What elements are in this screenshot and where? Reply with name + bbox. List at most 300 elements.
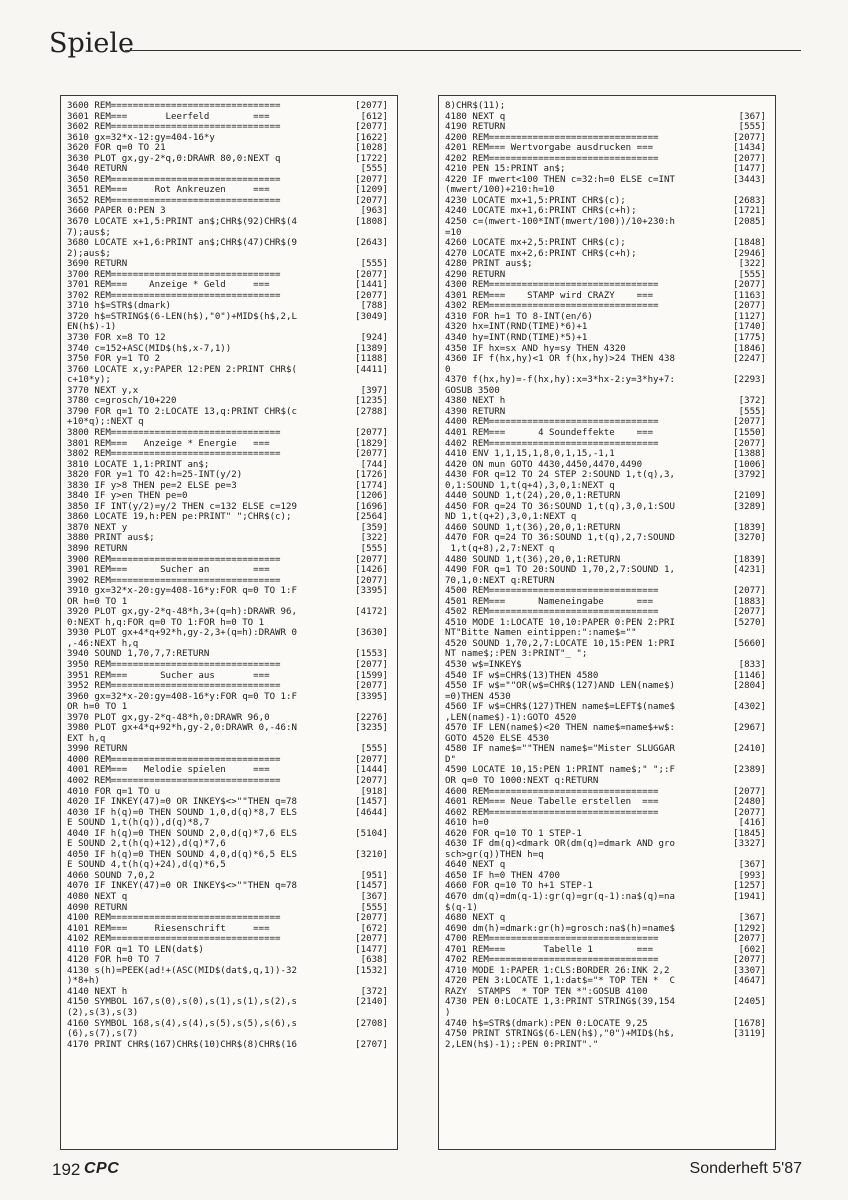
checksum: [4411] [355,364,388,375]
code-line [67,555,392,566]
checksum: [1839] [733,554,766,565]
code-text: $(q-1) [445,902,478,913]
code-line [67,976,392,987]
code-text: 4540 IF w$=CHR$(13)THEN 4580 [445,670,599,681]
checksum: [3792] [733,470,766,481]
code-line [445,839,770,850]
code-text: 4101 REM=== Riesenschrift === [67,923,270,934]
code-line [445,871,770,882]
code-line [67,649,392,660]
code-text: 3670 LOCATE x+1,5:PRINT an$;CHR$(92)CHR$(4 [67,217,297,228]
checksum: [2077] [355,575,388,586]
code-line [67,154,392,165]
page-number: 192 [52,1160,81,1179]
code-line [445,417,770,428]
code-line [67,407,392,418]
code-text: 3651 REM=== Rot Ankreuzen === [67,185,270,196]
code-line [445,903,770,914]
code-line [67,417,392,428]
code-line [67,344,392,355]
code-line [445,101,770,112]
code-text: 4460 SOUND 1,t(36),20,0,1:RETURN [445,522,621,533]
code-text: 4001 REM=== Melodie spielen === [67,765,270,776]
checksum: [1028] [355,143,388,154]
checksum: [1829] [355,438,388,449]
checksum: [2389] [733,765,766,776]
code-line [67,428,392,439]
code-line [445,987,770,998]
checksum: [833] [738,659,766,670]
code-line [445,439,770,450]
checksum: [1434] [733,143,766,154]
checksum: [2564] [355,512,388,523]
code-text: 4140 NEXT h [67,986,128,997]
code-line [67,291,392,302]
code-text: 3740 c=152+ASC(MID$(h$,x-7,1)) [67,343,232,354]
code-line [67,354,392,365]
code-line [445,185,770,196]
code-text: 4660 FOR q=10 TO h+1 STEP-1 [445,881,593,892]
code-line [445,280,770,291]
checksum: [1740] [733,322,766,333]
code-line [67,966,392,977]
checksum: [555] [738,122,766,133]
code-text: 4480 SOUND 1,t(36),20,0,1:RETURN [445,554,621,565]
listing-column-right [438,95,776,1150]
checksum: [1839] [733,522,766,533]
checksum: [1775] [733,333,766,344]
code-line [67,270,392,281]
code-line [445,892,770,903]
code-text: NT name$;:PEN 3:PRINT"_ "; [445,649,588,660]
code-text: 4180 NEXT q [445,111,506,122]
checksum: [2077] [355,290,388,301]
code-line [445,913,770,924]
code-text: 4301 REM=== STAMP wird CRAZY === [445,290,654,301]
code-text: 3660 PAPER 0:PEN 3 [67,206,166,217]
code-line [445,354,770,365]
code-text: 4210 PEN 15:PRINT an$; [445,164,566,175]
code-line [67,396,392,407]
code-line [445,681,770,692]
code-text: OR h=0 TO 1 [67,702,128,713]
code-text: 8)CHR$(11); [445,101,506,111]
code-line [67,460,392,471]
checksum: [1146] [733,670,766,681]
code-text: 3680 LOCATE x+1,6:PRINT an$;CHR$(47)CHR$(9 [67,238,297,249]
code-text: 3760 LOCATE x,y:PAPER 12:PEN 2:PRINT CHR$( [67,364,297,375]
code-line [445,586,770,597]
code-line [445,544,770,555]
code-line [67,101,392,112]
code-text: 4002 REM=============================== [67,776,281,786]
checksum: [918] [360,786,388,797]
checksum: [3443] [733,174,766,185]
code-line [67,744,392,755]
code-text: 4130 s(h)=PEEK(ad!+(ASC(MID$(dat$,q,1))-32 [67,965,297,976]
code-line [67,1040,392,1051]
checksum: [372] [738,396,766,407]
code-text: 70,1,0:NEXT q:RETURN [445,575,555,586]
code-text: 3801 REM=== Anzeige * Energie === [67,438,270,449]
checksum: [367] [738,111,766,122]
code-line [67,164,392,175]
checksum: [993] [738,870,766,881]
code-text: 4240 LOCATE mx+1,6:PRINT CHR$(c+h); [445,206,637,217]
checksum: [2293] [733,375,766,386]
code-text: RAZY STAMPS * TOP TEN *":GOSUB 4100 [445,986,648,997]
code-text: 4680 NEXT q [445,913,506,924]
code-line [445,428,770,439]
code-line [445,259,770,270]
checksum: [4647] [733,976,766,987]
code-line [445,133,770,144]
code-line [445,470,770,481]
code-text: 4370 f(hx,hy)=-f(hx,hy):x=3*hx-2:y=3*hy+7: [445,375,675,386]
code-line [67,586,392,597]
code-line [445,270,770,281]
code-line [445,639,770,650]
code-text: 3730 FOR x=8 TO 12 [67,333,166,344]
checksum: [1477] [355,944,388,955]
code-text: c+10*y); [67,375,111,386]
checksum: [612] [360,111,388,122]
code-text: 3610 gx=32*x-12:gy=404-16*y [67,132,215,143]
checksum: [359] [360,522,388,533]
code-line [445,1019,770,1030]
code-line [445,607,770,618]
code-line [445,228,770,239]
code-line [445,808,770,819]
code-line [67,713,392,724]
checksum: [4302] [733,702,766,713]
code-text: 4600 REM=============================== [445,786,659,797]
code-line [445,555,770,566]
code-text: 3701 REM=== Anzeige * Geld === [67,280,270,291]
code-line [445,618,770,629]
code-line [67,449,392,460]
code-text: E SOUND 1,t(h(q)),d(q)*8,7 [67,818,210,829]
code-line [67,312,392,323]
checksum: [2788] [355,406,388,417]
checksum: [372] [360,986,388,997]
code-text: 4400 REM=============================== [445,417,659,428]
checksum: [3210] [355,849,388,860]
code-text: 3650 REM=============================== [67,174,281,185]
checksum: [5104] [355,828,388,839]
code-line [445,776,770,787]
checksum: [555] [360,164,388,175]
code-text: 3910 gx=32*x-20:gy=408-16*y:FOR q=0 TO 1:F [67,586,297,597]
code-line [445,375,770,386]
checksum: [1774] [355,480,388,491]
code-line [445,860,770,871]
code-text: 4420 ON mun GOTO 4430,4450,4470,4490 [445,459,643,470]
code-line [445,143,770,154]
code-text: 4230 LOCATE mx+1,5:PRINT CHR$(c); [445,195,626,206]
checksum: [416] [738,818,766,829]
code-line [67,639,392,650]
code-line [67,481,392,492]
code-text: 4730 PEN 0:LOCATE 1,3:PRINT STRING$(39,154 [445,997,675,1008]
checksum: [2077] [733,586,766,597]
checksum: [2077] [733,132,766,143]
code-text: 3601 REM=== Leerfeld === [67,111,270,122]
code-text: 3960 gx=32*x-20:gy=408-16*y:FOR q=0 TO 1:F [67,691,297,702]
code-text: 4190 RETURN [445,122,506,133]
code-line [67,301,392,312]
checksum: [555] [360,543,388,554]
checksum: [1426] [355,565,388,576]
code-line [67,671,392,682]
code-line [67,217,392,228]
code-text: 3600 REM=============================== [67,101,281,111]
code-line [67,133,392,144]
code-text: 3850 IF INT(y/2)=y/2 THEN c=132 ELSE c=129 [67,501,297,512]
code-text: =0)THEN 4530 [445,691,511,702]
code-text: 4510 MODE 1:LOCATE 10,10:PAPER 0:PEN 2:PRI [445,617,675,628]
code-line [445,997,770,1008]
code-line [67,491,392,502]
checksum: [1441] [355,280,388,291]
code-text: =10 [445,227,462,238]
checksum: [1941] [733,892,766,903]
code-line [67,945,392,956]
code-text: 4150 SYMBOL 167,s(0),s(0),s(1),s(1),s(2),s [67,997,297,1008]
code-text: 4110 FOR q=1 TO LEN(dat$) [67,944,204,955]
code-text: 3810 LOCATE 1,1:PRINT an$; [67,459,210,470]
code-line [67,765,392,776]
code-text: 4200 REM=============================== [445,132,659,143]
code-text: 4010 FOR q=1 TO u [67,786,161,797]
code-line [67,881,392,892]
code-text: 4490 FOR q=1 TO 20:SOUND 1,70,2,7:SOUND 1, [445,565,675,576]
code-line [445,333,770,344]
checksum: [5660] [733,638,766,649]
code-text: 4360 IF f(hx,hy)<1 OR f(hx,hy)>24 THEN 438 [445,354,675,365]
checksum: [322] [738,259,766,270]
code-line [67,122,392,133]
code-line [445,787,770,798]
checksum: [2077] [355,681,388,692]
code-line [67,333,392,344]
code-text: +10*q);:NEXT q [67,417,144,428]
code-line [67,206,392,217]
code-line [67,871,392,882]
checksum: [1127] [733,311,766,322]
code-text: 4550 IF w$=""OR(w$=CHR$(127)AND LEN(name$) [445,681,675,692]
code-text: 3780 c=grosch/10+220 [67,396,177,407]
code-text: 3720 h$=STRING$(6-LEN(h$),"0")+MID$(h$,2,L [67,311,297,322]
code-line [445,671,770,682]
code-text: 4302 REM=============================== [445,301,659,312]
code-line [445,649,770,660]
code-line [445,164,770,175]
code-line [67,470,392,481]
code-line [445,312,770,323]
code-text: 3630 PLOT gx,gy-2*q,0:DRAWR 80,0:NEXT q [67,153,281,164]
issue-label: Sonderheft 5'87 [689,1160,802,1177]
magazine-logo: CPC [84,1160,120,1177]
code-line [67,787,392,798]
checksum: [1457] [355,797,388,808]
code-text: 4410 ENV 1,1,15,1,8,0,1,15,-1,1 [445,449,615,460]
code-line [445,955,770,966]
code-text: ,LEN(name$)-1):GOTO 4520 [445,712,577,723]
code-line [67,860,392,871]
code-text: 4300 REM=============================== [445,280,659,291]
checksum: [4231] [733,565,766,576]
code-line [67,576,392,587]
code-text: 4202 REM=============================== [445,153,659,164]
checksum: [2077] [355,269,388,280]
code-text: 4610 h=0 [445,818,489,829]
code-line [445,1029,770,1040]
checksum: [2077] [355,449,388,460]
code-line [445,407,770,418]
code-text: 3890 RETURN [67,543,128,554]
code-line [67,913,392,924]
checksum: [1848] [733,238,766,249]
code-line [445,238,770,249]
code-text: 4560 IF w$=CHR$(127)THEN name$=LEFT$(name$ [445,702,675,713]
checksum: [2140] [355,997,388,1008]
code-text: E SOUND 4,t(h(q)+24),d(q)*6,5 [67,860,226,871]
code-line [445,217,770,228]
code-text: 4250 c=(mwert-100*INT(mwert/100))/10+230:h [445,217,675,228]
code-text: 4640 NEXT q [445,860,506,871]
code-line [67,903,392,914]
checksum: [367] [738,860,766,871]
checksum: [2077] [355,754,388,765]
code-line [67,196,392,207]
checksum: [638] [360,955,388,966]
code-line [445,1040,770,1051]
checksum: [2707] [355,1039,388,1050]
code-text: 3602 REM=============================== [67,122,281,133]
code-line [445,818,770,829]
code-text: 3790 FOR q=1 TO 2:LOCATE 13,q:PRINT CHR$(c [67,406,297,417]
code-line [445,628,770,639]
code-line [445,765,770,776]
checksum: [1477] [733,164,766,175]
code-line [67,702,392,713]
code-text: 4040 IF h(q)=0 THEN SOUND 2,0,d(q)*7,6 ELS [67,828,297,839]
code-line [67,249,392,260]
code-text: 3990 RETURN [67,744,128,755]
code-text: 4602 REM=============================== [445,807,659,818]
code-text: 3900 REM=============================== [67,554,281,565]
code-line [67,892,392,903]
code-text: 4401 REM=== 4 Soundeffekte === [445,427,654,438]
code-line [67,607,392,618]
code-line [445,154,770,165]
code-text: EN(h$)-1) [67,322,117,333]
code-text: 3980 PLOT gx+4*q+92*h,gy-2,0:DRAWR 0,-46:N [67,723,297,734]
code-text: 4440 SOUND 1,t(24),20,0,1:RETURN [445,491,621,502]
checksum: [1235] [355,396,388,407]
code-line [67,386,392,397]
checksum: [1845] [733,828,766,839]
checksum: [1846] [733,343,766,354]
code-text: NT"Bitte Namen eintippen:":name$="" [445,628,637,639]
code-text: 4450 FOR q=24 TO 36:SOUND 1,t(q),3,0,1:SOU [445,501,675,512]
code-line [445,533,770,544]
code-text: 2,LEN(h$)-1);:PEN 0:PRINT"." [445,1039,599,1050]
checksum: [2946] [733,248,766,259]
code-text: 4750 PRINT STRING$(6-LEN(h$),"0")+MID$(h$, [445,1029,675,1040]
code-text: 4601 REM=== Neue Tabelle erstellen === [445,797,659,808]
checksum: [3270] [733,533,766,544]
code-text: 4260 LOCATE mx+2,5:PRINT CHR$(c); [445,238,626,249]
code-text: 3840 IF y>en THEN pe=0 [67,491,188,502]
checksum: [4644] [355,807,388,818]
code-text: 4100 REM=============================== [67,913,281,924]
code-line [67,533,392,544]
checksum: [2643] [355,238,388,249]
checksum: [1206] [355,491,388,502]
checksum: [1292] [733,923,766,934]
code-text: 4740 h$=STR$(dmark):PEN 0:LOCATE 9,25 [445,1018,648,1029]
code-line [445,249,770,260]
code-line [67,776,392,787]
checksum: [367] [360,892,388,903]
code-text: 4380 NEXT h [445,396,506,407]
code-line [67,175,392,186]
code-line [445,881,770,892]
checksum: [951] [360,870,388,881]
checksum: [2077] [355,101,388,111]
checksum: [2077] [355,913,388,924]
code-line [67,818,392,829]
code-line [445,945,770,956]
code-text: 4402 REM=============================== [445,438,659,449]
code-line [445,396,770,407]
code-line [445,713,770,724]
checksum: [2077] [355,934,388,945]
code-text: 3830 IF y>8 THEN pe=2 ELSE pe=3 [67,480,237,491]
code-text: 4201 REM=== Wertvorgabe ausdrucken === [445,143,654,154]
code-line [445,460,770,471]
code-text: 4320 hx=INT(RND(TIME)*6)+1 [445,322,588,333]
code-text: (mwert/100)+210:h=10 [445,185,555,196]
checksum: [2247] [733,354,766,365]
code-text: 4502 REM=============================== [445,607,659,618]
code-text: 4280 PRINT aus$; [445,259,533,270]
code-text: 3640 RETURN [67,164,128,175]
header-rule [125,50,801,51]
code-line [67,660,392,671]
checksum: [2077] [355,554,388,565]
code-text: 4340 hy=INT(RND(TIME)*5)+1 [445,333,588,344]
code-text: 3802 REM=============================== [67,449,281,460]
code-text: 4270 LOCATE mx+2,6:PRINT CHR$(c+h); [445,248,637,259]
checksum: [1678] [733,1018,766,1029]
code-text: 3940 SOUND 1,70,7,7:RETURN [67,649,210,660]
checksum: [2077] [733,438,766,449]
code-line [67,829,392,840]
checksum: [1389] [355,343,388,354]
code-line [445,966,770,977]
code-line [445,734,770,745]
code-line [67,439,392,450]
checksum: [2804] [733,681,766,692]
code-text: 3970 PLOT gx,gy-2*q-48*h,0:DRAWR 96,0 [67,712,270,723]
code-line [67,839,392,850]
code-text: 3700 REM=============================== [67,269,281,280]
code-text: 4060 SOUND 7,0,2 [67,870,155,881]
code-text: 7);aus$; [67,227,111,238]
